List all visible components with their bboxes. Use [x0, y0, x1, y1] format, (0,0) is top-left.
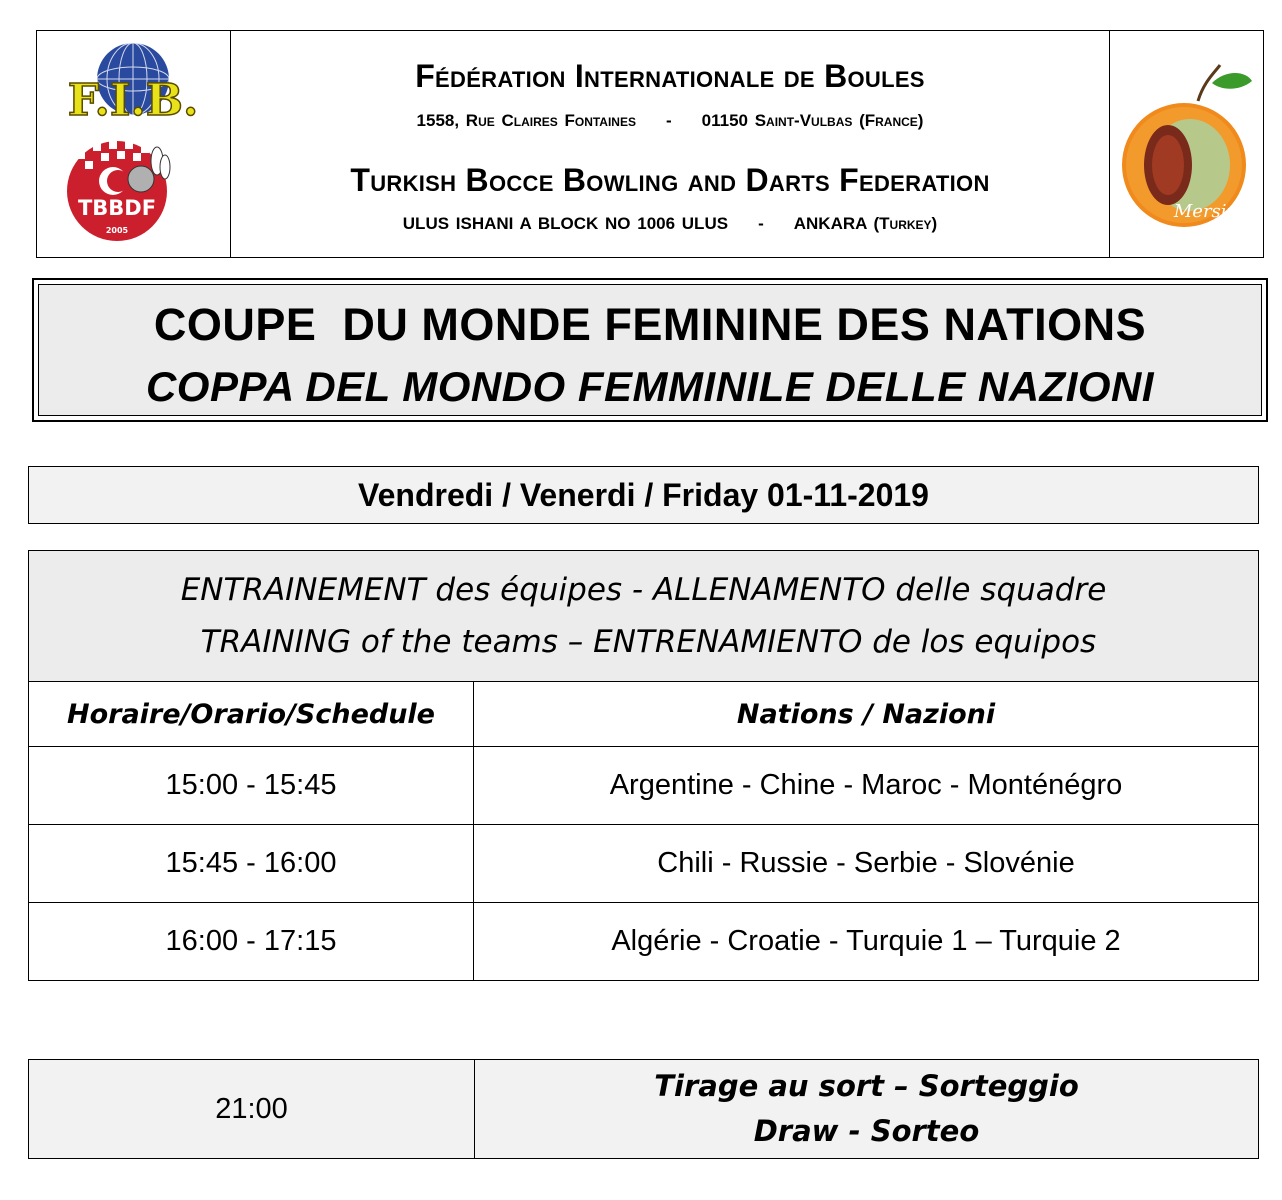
federations-info: [231, 31, 1109, 257]
training-heading: [29, 551, 1259, 682]
fib-logo-text: F.I.B.: [67, 75, 199, 126]
mersin-logo: [1116, 61, 1258, 233]
mersin-logo-text: Mersin: [1173, 201, 1239, 222]
fib-logo: [39, 37, 227, 137]
training-heading-line1: ENTRAINEMENT des équipes - ALLENAMENTO delle squadre: [180, 572, 1107, 608]
column-header-row: [29, 682, 1259, 747]
draw-line2: Draw - Sorteo: [753, 1114, 980, 1148]
table-row: [29, 747, 1259, 825]
fed1-address: [231, 111, 1109, 131]
left-logo-panel: [37, 31, 231, 257]
training-schedule-table: [28, 550, 1259, 981]
tbbdf-logo: [65, 129, 175, 247]
event-date: Vendredi / Venerdi / Friday 01-11-2019: [28, 466, 1259, 524]
draw-time: 21:00: [29, 1060, 475, 1159]
event-title-french: COUPE DU MONDE FEMININE DES NATIONS: [153, 299, 1147, 350]
draw-row: [29, 1060, 1259, 1159]
column-header-nations: Nations / Nazioni: [474, 682, 1259, 747]
fed2-address: [231, 214, 1109, 234]
address-separator: -: [665, 111, 672, 130]
session-time: 15:00 - 15:45: [29, 747, 474, 825]
table-row: [29, 903, 1259, 981]
session-nations: Argentine - Chine - Maroc - Monténégro: [474, 747, 1259, 825]
fed2-name: Turkish Bocce Bowling and Darts Federation: [350, 162, 990, 198]
fed1-street: 1558, Rue Claires Fontaines: [416, 111, 636, 130]
address-separator: -: [758, 214, 764, 233]
letterhead: [36, 30, 1264, 258]
event-title-box: [32, 278, 1268, 422]
session-time: 16:00 - 17:15: [29, 903, 474, 981]
training-heading-line2: TRAINING of the teams – ENTRENAMIENTO de los equipos: [190, 624, 1097, 660]
training-heading-row: [29, 551, 1259, 682]
column-header-schedule: Horaire/Orario/Schedule: [29, 682, 474, 747]
tbbdf-logo-text: TBBDF: [77, 196, 157, 220]
fed2-street: ULUS ISHANI A BLOCK NO 1006 ULUS: [402, 214, 729, 233]
table-row: [29, 825, 1259, 903]
session-nations: Chili - Russie - Serbie - Slovénie: [474, 825, 1259, 903]
fed2-city: ANKARA (Turkey): [793, 214, 938, 233]
event-title-inner: [38, 284, 1262, 416]
event-title-italian: COPPA DEL MONDO FEMMINILE DELLE NAZIONI: [145, 363, 1155, 410]
draw-table: [28, 1059, 1259, 1159]
draw-description: [475, 1060, 1259, 1159]
session-time: 15:45 - 16:00: [29, 825, 474, 903]
fed1-city: 01150 Saint-Vulbas (France): [701, 111, 924, 130]
tbbdf-logo-year: 2005: [105, 226, 129, 235]
fed1-name: Fédération Internationale de Boules: [415, 58, 925, 94]
right-logo-panel: [1109, 31, 1263, 257]
draw-line1: Tirage au sort – Sorteggio: [654, 1069, 1079, 1103]
session-nations: Algérie - Croatie - Turquie 1 – Turquie 2: [474, 903, 1259, 981]
